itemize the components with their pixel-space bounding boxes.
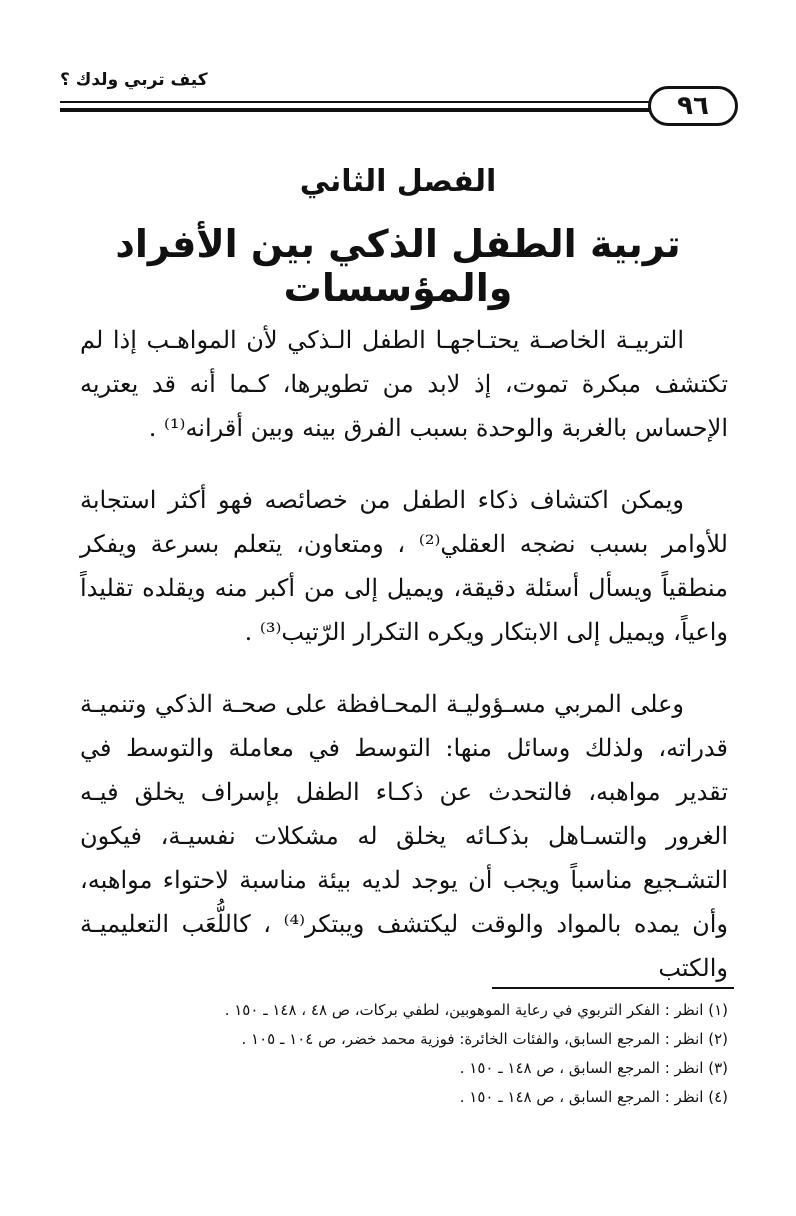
- paragraph-2: ويمكن اكتشاف ذكاء الطفل من خصائصه فهو أكثر استجابة للأوامر بسبب نضجه العقلي⁽²⁾ ، ومتعاون، يتعلم بسرعة ويفكر منطقياً ويسأل أسئلة دقيقة، ويميل إلى من أكبر منه ويقلده تقليداً واعياً، ويميل إلى الابتكار ويكره التكرار الرّتيب⁽³⁾ .: [80, 486, 728, 646]
- paragraph-1: التربيـة الخاصـة يحتـاجهـا الطفل الـذكي لأن المواهـب إذا لم تكتشف مبكرة تموت، إذ لابد من تطويرها، كـما أنه قد يعتريه الإحساس بالغربة والوحدة بسبب الفرق بينه وبين أقرانه⁽¹⁾ .: [80, 326, 728, 442]
- paragraph-3: وعلى المربي مسـؤوليـة المحـافظة على صحـة الذكي وتنميـة قدراته، ولذلك وسائل منها: التوسط في معاملة والتوسط في تقدير مواهبه، فالتحدث عن ذكـاء الطفل بإسراف يخلق فيـه الغرور والتسـاهل بذكـائه يخلق له مشكلات نفسيـة، فيكون التشـجيع مناسباً ويجب أن يوجد لديه بيئة مناسبة لاحتواء مواهبه، وأن يمده بالمواد والوقت ليكتشف ويبتكر⁽⁴⁾ ، كاللُّعَب التعليميـة والكتب: [80, 690, 729, 982]
- footnote-separator: [492, 987, 734, 989]
- header-rule-thin: [60, 101, 652, 103]
- footnote-4: (٤) انظر : المرجع السابق ، ص ١٤٨ ـ ١٥٠ .: [459, 1088, 728, 1106]
- book-title: كيف تربي ولدك ؟: [60, 70, 208, 90]
- body-text: [80, 318, 728, 990]
- page-number: ٩٦: [677, 91, 709, 121]
- chapter-title: تربية الطفل الذكي بين الأفراد والمؤسسات: [115, 222, 681, 310]
- footnote-2: (٢) انظر : المرجع السابق، والفئات الخائرة: فوزية محمد خضر، ص ١٠٤ ـ ١٠٥ .: [241, 1030, 728, 1048]
- page-number-badge: [648, 86, 738, 126]
- header-rule-thick: [60, 108, 652, 112]
- footnote-3: (٣) انظر : المرجع السابق ، ص ١٤٨ ـ ١٥٠ .: [459, 1059, 728, 1077]
- footnotes: [80, 996, 728, 1112]
- chapter-label: الفصل الثاني: [299, 164, 497, 199]
- footnote-1: (١) انظر : الفكر التربوي في رعاية الموهوبين، لطفي بركات، ص ٤٨ ، ١٤٨ ـ ١٥٠ .: [224, 1001, 728, 1019]
